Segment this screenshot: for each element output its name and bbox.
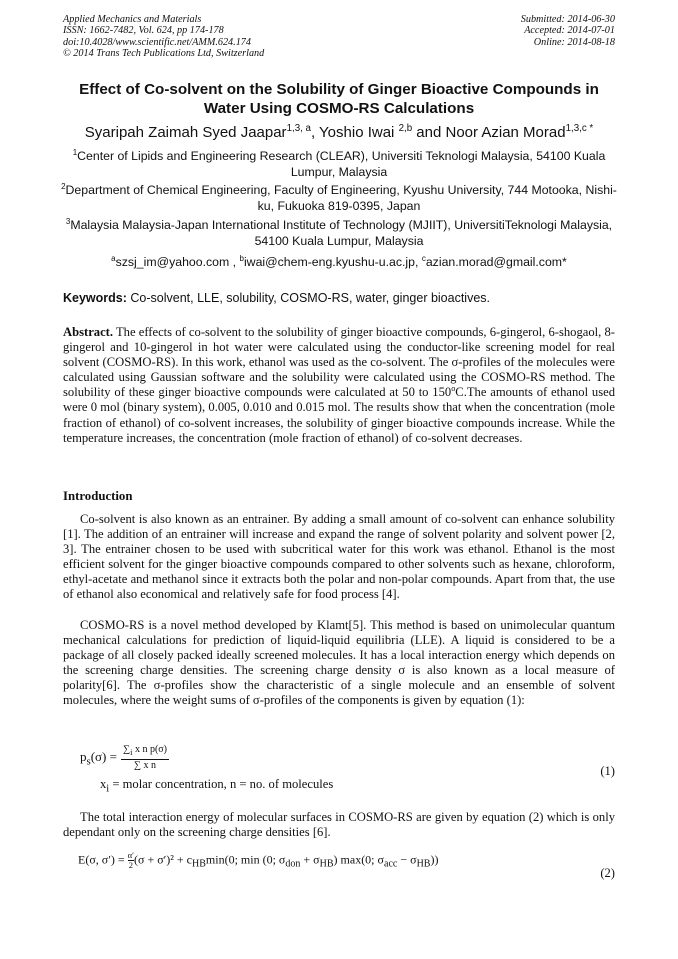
affiliation-2: $^2$Department of Chemical Engineering, Faculty of Engineering, Kyushu University, 744 Motooka, Nishi-ku, Fukuoka 819-0395, Japan [61, 181, 617, 213]
dates-header [521, 14, 615, 48]
paper-title: Effect of Co-solvent on the Solubility of Ginger Bioactive Compounds in Water Using COSMO-RS Calculations [79, 81, 599, 117]
abstract-label: Abstract. [63, 325, 114, 339]
affiliation-3: $^3$Malaysia Malaysia-Japan International Institute of Technology (MJIIT), UniversitiTeknologi Malaysia, 54100 Kuala Lumpur, Malaysia [65, 216, 613, 248]
journal-name: Applied Mechanics and Materials [63, 14, 202, 25]
author-list: Syaripah Zaimah Syed Jaapar$^{1,3, a}$, Yoshio Iwai $^{2,b}$ and Noor Azian Morad$^{1,3,c *}$ [84, 123, 594, 141]
section-heading: Introduction [63, 489, 133, 503]
email-c[interactable]: azian.morad@gmail.com* [425, 255, 567, 269]
keywords-text: Co-solvent, LLE, solubility, COSMO-RS, water, ginger bioactives. [126, 291, 491, 305]
equation-1-legend: $x_i$ = molar concentration, n = no. of molecules [100, 777, 334, 795]
intro-paragraph-2: COSMO-RS is a novel method developed by Klamt[5]. This method is based on unimolecular quantum mechanical calculations for prediction of liquid-liquid equilibria (LLE). A liquid is considered to be a package of all closely packed ideally screened molecules. It has a local interaction energy which depends on the screening charge densities. The screening charge density σ is also known as a local measure of polarity[6]. The σ-profiles show the characteristic of a single molecule and an ensemble of solvent molecules, where the weight sums of σ-profiles of the components is given by equation (1): [63, 618, 615, 708]
equation-1: $p_s(\sigma)$ = $\frac{\sum_i x n p(\sigma)}{\text{∑ x n}}$ [80, 744, 167, 771]
accepted-date: Accepted: 2014-07-01 [524, 25, 615, 37]
author-name: Yoshio Iwai [319, 124, 395, 141]
author-name: Syaripah Zaimah Syed Jaapar [84, 124, 287, 141]
equation-2: E(σ, σ′) = $\frac{\alpha'}{2}$ $(\sigma + \sigma')^2 + c_{HB}\min(0$; min (0; $\sigma_{don} + \sigma_{HB}$) max(0; $\sigma_{acc} - \sigma_{HB}$)) [78, 850, 439, 870]
affiliation-1: $^1$Center of Lipids and Engineering Research (CLEAR), Universiti Teknologi Malaysia, 54100 Kuala Lumpur, Malaysia [72, 147, 606, 179]
equation-1-number: (1) [600, 764, 615, 778]
doi-line: doi:10.4028/www.scientific.net/AMM.624.174 [63, 36, 251, 48]
abstract: Abstract. The effects of co-solvent to the solubility of ginger bioactive compounds, 6-gingerol, 6-shogaol, 8-gingerol and 10-gingerol in hot water were calculated using the conductor-like screening model for real solvent (COSMO-RS). In this work, ethanol was used as the co-solvent. The σ-profiles of the molecules were calculated using Gaussian software and the solubility were calculated using the COSMO-RS method. The solubility of these ginger bioactive compounds were calculated at 50 to 150$^o$C.The amounts of ethanol used were 0 mol (binary system), 0.005, 0.010 and 0.015 mol. The results show that when the concentration (mole fraction of ethanol) of co-solvent increases, the solubility of ginger bioactive compounds increase. While the temperature increases, the concentration (mole fraction of ethanol) of co-solvent decreases. [63, 325, 616, 445]
submitted-date: Submitted: 2014-06-30 [520, 14, 615, 25]
email-line: $^a$szsj_im@yahoo.com , $^b$iwai@chem-eng.kyushu-u.ac.jp, $^c$azian.morad@gmail.com* [111, 253, 567, 269]
keywords [63, 291, 615, 306]
equation-2-number: (2) [600, 866, 615, 880]
journal-header [63, 14, 264, 60]
online-date: Online: 2014-08-18 [533, 36, 615, 48]
intro-paragraph-1: Co-solvent is also known as an entrainer. By adding a small amount of co-solvent can enhance solubility [1]. The addition of an entrainer will increase and expand the range of solvent polarity and solvent power [2, 3]. The entrainer chosen to be used with subcritical water for this work was ethanol. Ethanol is the most efficient solvent for the ginger bioactive compounds compared to other solvents such as hexane, chloroform, ethyl-acetate and methanol since it extracts both the polar and non-polar compounds. Apart from that, the use of ethanol also economical and relatively safe for food process [4]. [63, 512, 615, 602]
keywords-label: Keywords: [63, 291, 127, 305]
author-name: Noor Azian Morad [445, 124, 566, 141]
copyright-line: © 2014 Trans Tech Publications Ltd, Switzerland [63, 48, 265, 60]
email-b[interactable]: iwai@chem-eng.kyushu-u.ac.jp, [243, 255, 422, 269]
intro-paragraph-3: The total interaction energy of molecular surfaces in COSMO-RS are given by equation (2) which is only dependant only on the screening charge densities [6]. [63, 810, 615, 840]
email-a[interactable]: szsj_im@yahoo.com , [115, 255, 240, 269]
issn-line: ISSN: 1662-7482, Vol. 624, pp 174-178 [63, 25, 224, 37]
